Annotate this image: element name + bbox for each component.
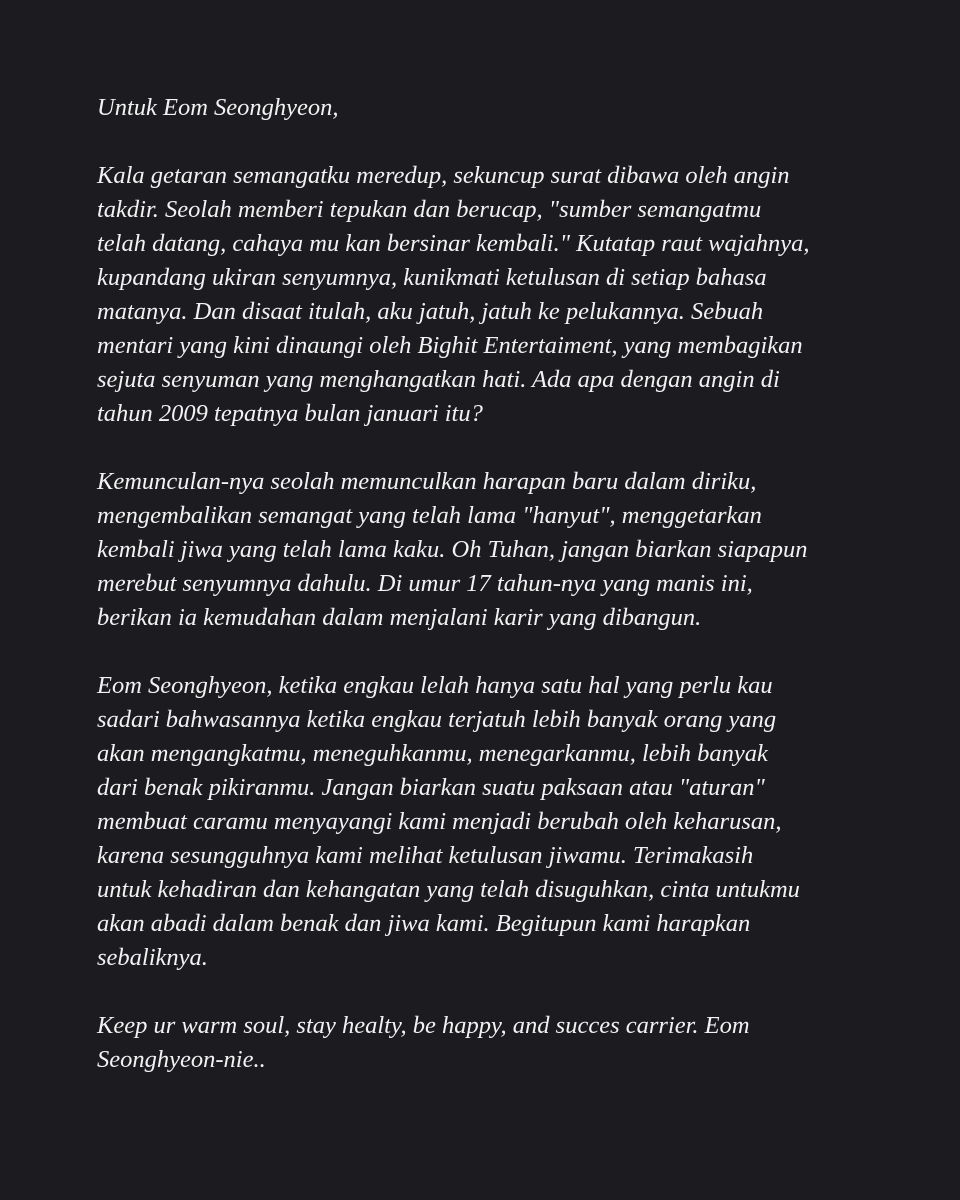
- paragraph-3-line: sadari bahwasannya ketika engkau terjatuh lebih banyak orang yang: [97, 706, 777, 733]
- paragraph-2-line: mengembalikan semangat yang telah lama "hanyut", menggetarkan: [97, 502, 762, 529]
- paragraph-3: [97, 669, 877, 975]
- paragraph-1-line: sejuta senyuman yang menghangatkan hati. Ada apa dengan angin di: [97, 366, 780, 393]
- paragraph-2-line: kembali jiwa yang telah lama kaku. Oh Tuhan, jangan biarkan siapapun: [97, 536, 808, 563]
- closing: [97, 1009, 877, 1077]
- paragraph-1-line: tahun 2009 tepatnya bulan januari itu?: [97, 400, 483, 427]
- paragraph-1-line: Kala getaran semangatku meredup, sekuncup surat dibawa oleh angin: [97, 162, 790, 189]
- paragraph-2-line: berikan ia kemudahan dalam menjalani karir yang dibangun.: [97, 604, 702, 631]
- paragraph-2-line: merebut senyumnya dahulu. Di umur 17 tahun-nya yang manis ini,: [97, 570, 753, 597]
- paragraph-3-line: sebaliknya.: [97, 944, 208, 971]
- paragraph-spacer: [97, 431, 877, 465]
- closing-line: Seonghyeon-nie..: [97, 1046, 266, 1073]
- paragraph-3-line: karena sesungguhnya kami melihat ketulusan jiwamu. Terimakasih: [97, 842, 754, 869]
- paragraph-1: [97, 159, 877, 431]
- paragraph-3-line: Eom Seonghyeon, ketika engkau lelah hanya satu hal yang perlu kau: [97, 672, 773, 699]
- paragraph-3-line: akan mengangkatmu, meneguhkanmu, menegarkanmu, lebih banyak: [97, 740, 768, 767]
- salutation: Untuk Eom Seonghyeon,: [97, 94, 339, 121]
- letter-body: [97, 91, 877, 1077]
- paragraph-3-line: dari benak pikiranmu. Jangan biarkan suatu paksaan atau "aturan": [97, 774, 765, 801]
- paragraph-3-line: akan abadi dalam benak dan jiwa kami. Begitupun kami harapkan: [97, 910, 751, 937]
- paragraph-1-line: takdir. Seolah memberi tepukan dan berucap, "sumber semangatmu: [97, 196, 762, 223]
- paragraph-2-line: Kemunculan-nya seolah memunculkan harapan baru dalam diriku,: [97, 468, 757, 495]
- closing-line: Keep ur warm soul, stay healty, be happy, and succes carrier. Eom: [97, 1012, 750, 1039]
- paragraph-spacer: [97, 635, 877, 669]
- paragraph-3-line: untuk kehadiran dan kehangatan yang telah disuguhkan, cinta untukmu: [97, 876, 800, 903]
- paragraph-1-line: mentari yang kini dinaungi oleh Bighit Entertaiment, yang membagikan: [97, 332, 803, 359]
- paragraph-spacer: [97, 975, 877, 1009]
- paragraph-2: [97, 465, 877, 635]
- paragraph-3-line: membuat caramu menyayangi kami menjadi berubah oleh keharusan,: [97, 808, 782, 835]
- paragraph-1-line: kupandang ukiran senyumnya, kunikmati ketulusan di setiap bahasa: [97, 264, 767, 291]
- paragraph-1-line: matanya. Dan disaat itulah, aku jatuh, jatuh ke pelukannya. Sebuah: [97, 298, 764, 325]
- paragraph-1-line: telah datang, cahaya mu kan bersinar kembali." Kutatap raut wajahnya,: [97, 230, 810, 257]
